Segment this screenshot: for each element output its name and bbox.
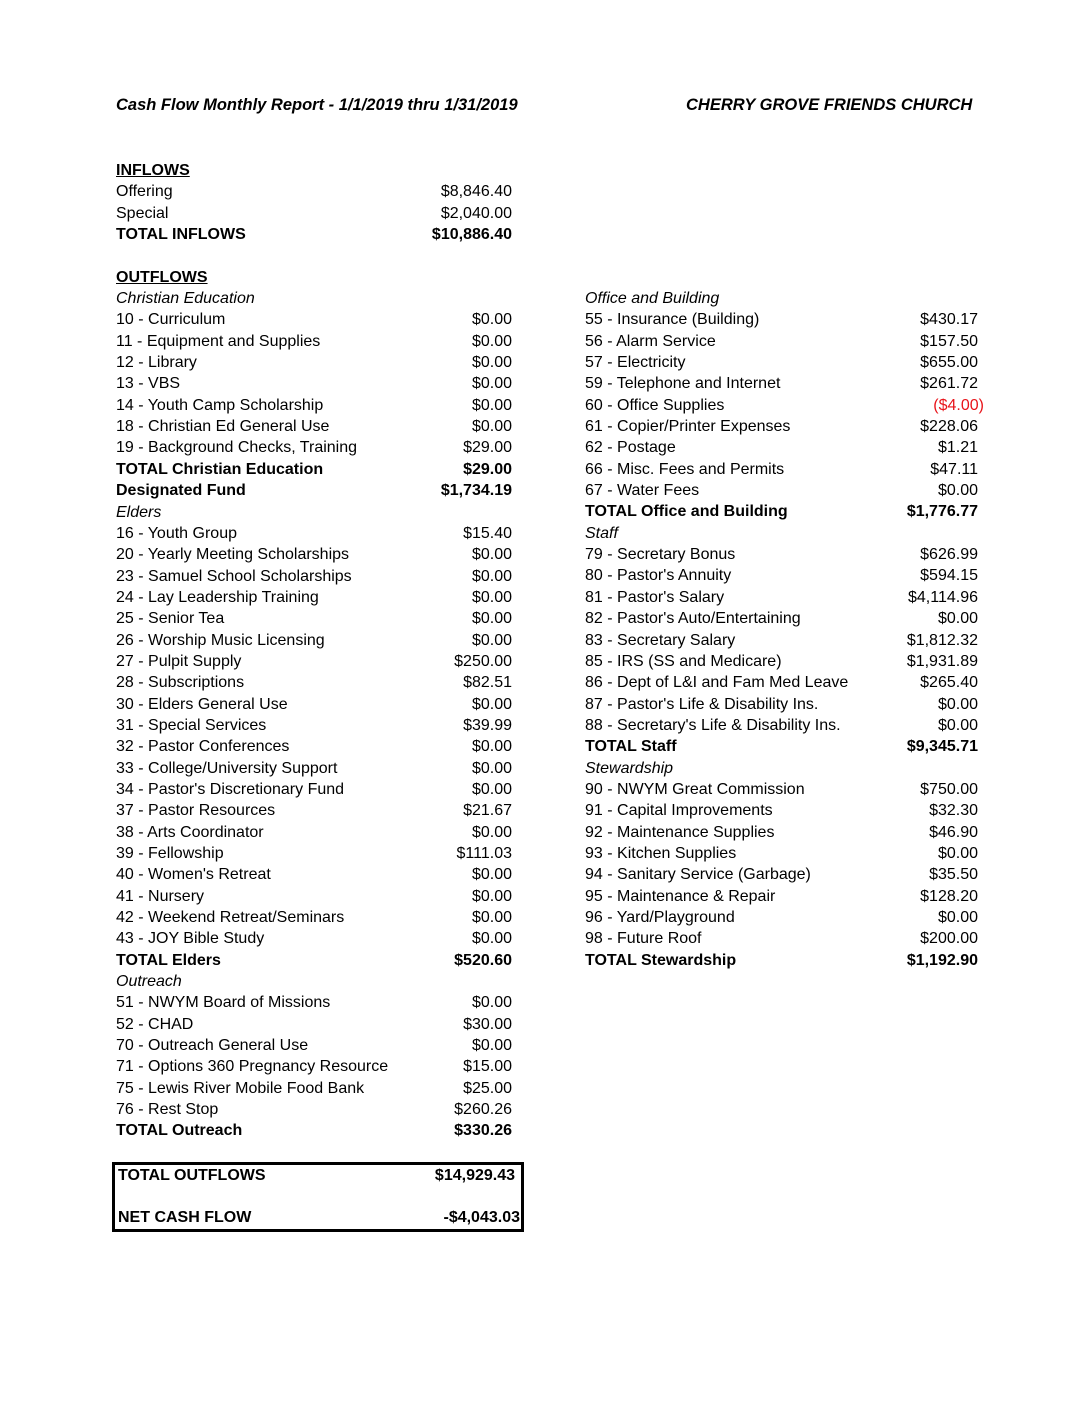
line-item-label: 16 - Youth Group [116,524,237,542]
line-item-row [116,416,512,437]
total-inflows-row [116,224,512,245]
line-item-label: 85 - IRS (SS and Medicare) [585,652,782,670]
line-item-label: 13 - VBS [116,375,181,393]
line-item-label: 87 - Pastor's Life & Disability Ins. [585,695,819,713]
designated-fund-amount: $1,734.19 [440,482,512,500]
line-item-amount: $1,931.89 [906,652,978,670]
total-office-building-amount: $1,776.77 [906,503,978,521]
line-item-label: 62 - Postage [585,439,676,457]
line-item-label: 11 - Equipment and Supplies [116,332,321,350]
line-item-row [585,822,978,843]
line-item-label: Special [116,204,169,222]
line-item-row [116,992,512,1013]
line-item-label: 26 - Worship Music Licensing [116,631,325,649]
elders-title: Elders [116,503,162,521]
line-item-amount: $0.00 [471,780,512,798]
outflows-heading: OUTFLOWS [116,268,208,286]
line-item-amount: $0.00 [471,354,512,372]
line-item-amount: $261.72 [920,375,978,393]
line-item-row [585,907,978,928]
line-item-label: 76 - Rest Stop [116,1101,219,1119]
line-item-row [116,758,512,779]
line-item-label: 61 - Copier/Printer Expenses [585,418,791,436]
line-item-label: 98 - Future Roof [585,930,702,948]
elders-list [116,523,512,950]
line-item-row [116,843,512,864]
total-office-building-label: TOTAL Office and Building [585,503,788,521]
total-elders-label: TOTAL Elders [116,951,221,969]
line-item-amount: $0.00 [471,588,512,606]
line-item-label: 94 - Sanitary Service (Garbage) [585,866,811,884]
total-inflows-amount: $10,886.40 [431,226,512,244]
line-item-row [585,587,978,608]
line-item-amount: $0.00 [471,396,512,414]
line-item-amount: $0.00 [937,482,978,500]
line-item-amount: $111.03 [456,845,512,862]
line-item-label: 32 - Pastor Conferences [116,738,290,756]
line-item-label: 51 - NWYM Board of Missions [116,994,331,1012]
line-item-amount: $0.00 [471,546,512,564]
line-item-label: 20 - Yearly Meeting Scholarships [116,546,350,564]
line-item-label: 34 - Pastor's Discretionary Fund [116,780,345,798]
line-item-label: 30 - Elders General Use [116,695,288,713]
report-title: Cash Flow Monthly Report - 1/1/2019 thru 1/31/2019 [116,96,518,114]
line-item-label: 96 - Yard/Playground [585,908,735,926]
line-item-label: 25 - Senior Tea [116,610,225,628]
line-item-amount: $0.00 [471,909,512,927]
line-item-amount: $21.67 [463,802,512,820]
line-item-row [585,352,978,373]
line-item-amount: $0.00 [471,759,512,777]
net-cash-flow-row [118,1209,520,1227]
line-item-label: 52 - CHAD [116,1015,194,1033]
christian-education-title: Christian Education [116,290,255,308]
line-item-label: 28 - Subscriptions [116,674,245,692]
line-item-amount: $2,040.00 [440,204,512,222]
line-item-amount: $46.90 [929,823,978,841]
line-item-amount: $35.50 [929,866,978,884]
line-item-row [116,1056,512,1077]
line-item-label: 81 - Pastor's Salary [585,588,725,606]
line-item-row [585,886,978,907]
line-item-amount: $0.00 [471,738,512,756]
outreach-list [116,992,512,1120]
total-outflows-label: TOTAL OUTFLOWS [118,1167,266,1184]
line-item-amount: $0.00 [937,716,978,734]
line-item-amount: $0.00 [471,887,512,905]
line-item-row [116,672,512,693]
line-item-label: 37 - Pastor Resources [116,802,276,820]
line-item-label: 95 - Maintenance & Repair [585,887,776,905]
line-item-amount: $39.99 [463,716,512,734]
line-item-amount: $430.17 [920,311,978,329]
line-item-amount: $29.00 [463,439,512,457]
line-item-row [585,843,978,864]
total-staff-label: TOTAL Staff [585,738,677,756]
line-item-row [585,800,978,821]
line-item-row [116,822,512,843]
line-item-label: 59 - Telephone and Internet [585,375,781,393]
line-item-amount: $0.00 [471,332,512,350]
line-item-label: Offering [116,183,173,201]
line-item-label: 12 - Library [116,354,197,372]
organization-name: CHERRY GROVE FRIENDS CHURCH [686,96,973,114]
line-item-label: 31 - Special Services [116,716,267,734]
line-item-row [116,181,512,202]
line-item-amount: $0.00 [937,695,978,713]
line-item-row [116,437,512,458]
line-item-amount: $0.00 [471,823,512,841]
stewardship-list [585,779,978,950]
line-item-row [116,523,512,544]
line-item-amount: $30.00 [463,1015,512,1033]
net-cash-flow-label: NET CASH FLOW [118,1209,252,1226]
line-item-row [585,331,978,352]
inflows-list [116,181,512,224]
total-stewardship-label: TOTAL Stewardship [585,951,737,969]
line-item-row [116,203,512,224]
line-item-label: 38 - Arts Coordinator [116,823,264,841]
line-item-row [116,886,512,907]
line-item-row [585,309,978,330]
total-staff-row [585,736,978,757]
line-item-row [585,651,978,672]
total-elders-row [116,950,512,971]
line-item-row [116,779,512,800]
line-item-amount: $157.50 [920,332,978,350]
line-item-amount: $0.00 [471,375,512,393]
line-item-label: 39 - Fellowship [116,845,224,862]
line-item-row [585,395,984,416]
right-column [585,288,984,971]
line-item-label: 93 - Kitchen Supplies [585,844,737,862]
net-cash-flow-amount: -$4,043.03 [443,1209,520,1226]
line-item-amount: $0.00 [471,930,512,948]
line-item-row [585,694,978,715]
line-item-row [116,309,512,330]
line-item-label: 18 - Christian Ed General Use [116,418,330,436]
line-item-row [585,565,978,586]
outreach-title: Outreach [116,973,182,991]
left-column [116,160,512,1142]
line-item-label: 79 - Secretary Bonus [585,546,736,564]
line-item-label: 23 - Samuel School Scholarships [116,567,352,585]
line-item-label: 67 - Water Fees [585,482,700,500]
line-item-label: 88 - Secretary's Life & Disability Ins. [585,716,841,734]
line-item-amount: $750.00 [920,780,978,798]
line-item-row [116,864,512,885]
total-inflows-label: TOTAL INFLOWS [116,226,246,244]
line-item-row [116,1035,512,1056]
line-item-label: 60 - Office Supplies [585,396,725,414]
line-item-label: 92 - Maintenance Supplies [585,823,775,841]
line-item-label: 80 - Pastor's Annuity [585,567,732,585]
line-item-row [116,630,512,651]
line-item-row [585,630,978,651]
staff-title: Staff [585,524,618,542]
line-item-row [116,331,512,352]
line-item-label: 86 - Dept of L&I and Fam Med Leave [585,674,849,692]
line-item-label: 66 - Misc. Fees and Permits [585,460,785,478]
line-item-row [585,608,978,629]
total-outreach-row [116,1120,512,1141]
summary-box [112,1162,524,1232]
line-item-amount: $0.00 [471,994,512,1012]
line-item-row [116,800,512,821]
line-item-label: 42 - Weekend Retreat/Seminars [116,909,345,927]
line-item-amount: $0.00 [471,418,512,436]
line-item-amount: $1,812.32 [906,631,978,649]
line-item-amount: $0.00 [471,631,512,649]
total-staff-amount: $9,345.71 [906,738,978,756]
line-item-amount: $25.00 [463,1079,512,1097]
line-item-amount: $265.40 [920,674,978,692]
line-item-amount: $47.11 [930,460,978,478]
line-item-row [116,544,512,565]
line-item-amount: $8,846.40 [440,183,512,201]
line-item-label: 57 - Electricity [585,354,686,372]
line-item-label: 40 - Women's Retreat [116,866,271,884]
line-item-label: 14 - Youth Camp Scholarship [116,396,324,414]
line-item-row [116,1014,512,1035]
line-item-row [116,715,512,736]
line-item-row [116,1099,512,1120]
line-item-row [585,928,978,949]
line-item-amount: $228.06 [920,418,978,436]
total-office-building-row [585,501,978,522]
line-item-row [116,587,512,608]
line-item-amount: $250.00 [454,652,512,670]
line-item-amount: $128.20 [920,887,978,905]
line-item-label: 27 - Pulpit Supply [116,652,242,670]
line-item-row [585,373,978,394]
line-item-amount: ($4.00) [933,396,984,414]
line-item-amount: $1.21 [937,439,978,457]
line-item-row [116,651,512,672]
total-outreach-label: TOTAL Outreach [116,1122,243,1140]
line-item-row [116,352,512,373]
line-item-amount: $82.51 [463,674,512,692]
total-outflows-row [118,1167,515,1185]
line-item-amount: $4,114.96 [908,588,978,606]
line-item-label: 83 - Secretary Salary [585,631,736,649]
line-item-amount: $15.40 [463,524,512,542]
total-outreach-amount: $330.26 [454,1122,512,1140]
line-item-row [585,544,978,565]
line-item-row [116,907,512,928]
line-item-amount: $32.30 [929,802,978,820]
line-item-amount: $15.00 [463,1058,512,1076]
line-item-label: 91 - Capital Improvements [585,802,773,820]
line-item-amount: $0.00 [471,695,512,713]
total-stewardship-row [585,950,978,971]
line-item-label: 71 - Options 360 Pregnancy Resource [116,1058,389,1076]
line-item-label: 56 - Alarm Service [585,332,716,350]
line-item-row [585,480,978,501]
line-item-amount: $200.00 [920,930,978,948]
total-elders-amount: $520.60 [454,951,512,969]
line-item-row [116,395,512,416]
inflows-heading: INFLOWS [116,162,190,179]
line-item-amount: $594.15 [920,567,978,585]
line-item-label: 10 - Curriculum [116,311,226,329]
line-item-amount: $655.00 [920,354,978,372]
line-item-amount: $0.00 [937,610,978,628]
line-item-row [116,566,512,587]
line-item-row [116,1078,512,1099]
line-item-row [585,416,978,437]
total-outflows-amount: $14,929.43 [434,1167,515,1184]
line-item-label: 24 - Lay Leadership Training [116,588,319,606]
line-item-label: 55 - Insurance (Building) [585,311,760,329]
line-item-label: 82 - Pastor's Auto/Entertaining [585,610,801,628]
total-stewardship-amount: $1,192.90 [906,951,978,969]
line-item-row [116,928,512,949]
line-item-label: 41 - Nursery [116,887,205,905]
stewardship-title: Stewardship [585,759,674,777]
line-item-row [585,437,978,458]
spacer [116,245,512,266]
line-item-label: 75 - Lewis River Mobile Food Bank [116,1079,365,1097]
line-item-label: 33 - College/University Support [116,759,338,777]
designated-fund-label: Designated Fund [116,482,246,500]
line-item-label: 19 - Background Checks, Training [116,439,358,457]
designated-fund-row [116,480,512,501]
office-building-title: Office and Building [585,290,720,307]
line-item-row [585,459,978,480]
total-christian-education-amount: $29.00 [463,460,512,478]
line-item-row [116,373,512,394]
line-item-amount: $0.00 [471,567,512,585]
office-building-list [585,309,984,501]
line-item-row [116,694,512,715]
total-christian-education-label: TOTAL Christian Education [116,460,324,478]
line-item-label: 90 - NWYM Great Commission [585,780,805,798]
line-item-amount: $0.00 [471,1037,512,1055]
total-christian-education-row [116,459,512,480]
line-item-row [116,608,512,629]
line-item-amount: $0.00 [937,908,978,926]
line-item-label: 43 - JOY Bible Study [116,930,265,948]
line-item-amount: $0.00 [471,610,512,628]
line-item-amount: $626.99 [920,546,978,564]
line-item-row [116,736,512,757]
line-item-amount: $0.00 [471,311,512,329]
line-item-amount: $0.00 [471,866,512,884]
christian-education-list [116,309,512,458]
line-item-amount: $260.26 [454,1101,512,1119]
line-item-row [585,779,978,800]
staff-list [585,544,978,736]
line-item-row [585,715,978,736]
line-item-row [585,672,978,693]
line-item-row [585,864,978,885]
line-item-amount: $0.00 [937,844,978,862]
line-item-label: 70 - Outreach General Use [116,1037,309,1055]
